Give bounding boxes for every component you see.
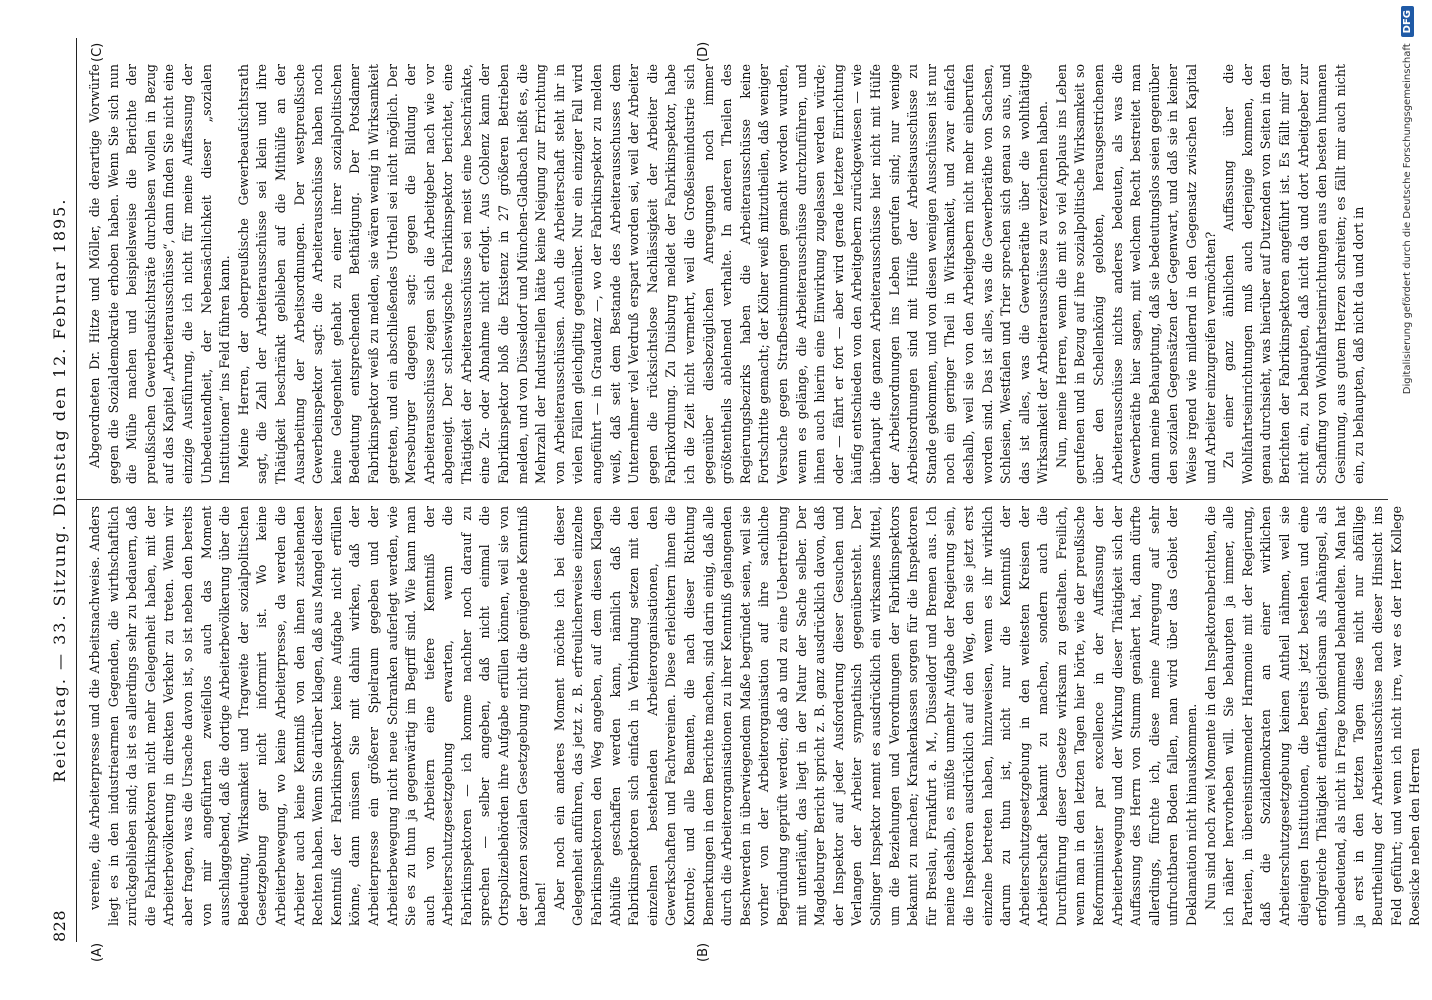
page-number: 828 (50, 909, 69, 942)
paragraph: Nun sind noch zwei Momente in den Inspektorenberichten, die ich näher hervorheben will. Sie behaupten ja immer, alle Parteien, in übereinstimmender Harmonie mit der Regierung, daß die Sozialdemokraten an einer wirklichen Arbeiterschutzgesetzgebung keinen Antheil nähmen, weil sie diejenigen Institutionen, die bereits jetzt bestehen und eine erfolgreiche Thätigkeit entfalten, gleichsam als Anhängsel, als unbedeutend, als nicht in Frage kommend behandelten. Man hat ja erst in den letzten Tagen diese nicht nur abfällige Beurtheilung der Arbeiterausschüsse nach dieser Hinsicht ins Feld geführt; und wenn ich nicht irre, war es der Herr Kollege Roesicke neben den Herren (1202, 506, 1423, 926)
right-column (86, 64, 1384, 484)
header-rule (76, 38, 77, 942)
margin-marker-d: (D) (696, 41, 711, 62)
paragraph: Nun, meine Herren, wenn die mit so viel Applaus ins Leben gerufenen und in Bezug auf ihre sozialpolitische Wirksamkeit so über den Schellenkönig gelobten, herausgestrichenen Arbeiterausschüsse nichts anderes bedeuten, als was die Gewerberäthe hier sagen, mit welchem Recht bestreitet man dann meine Behauptung, daß sie bedeutungslos seien gegenüber den sozialen Gegensätzen der Gegenwart, und daß sie in keiner Weise irgend wie mildernd in den Gegensatz zwischen Kapital und Arbeiter einzugreifen vermöchten? (1053, 64, 1218, 484)
margin-marker-a: (A) (90, 942, 105, 962)
dfg-logo: DFG (1401, 6, 1414, 37)
paragraph: Zu einer ganz ähnlichen Auffassung über die Wohlfahrtseinrichtungen muß auch derjenige kommen, der genau durchsieht, was hierüber auf Dutzenden von Seiten in den Berichten der Fabrikinspektoren angeführt ist. Es fällt mir gar nicht ein, zu behaupten, daß nicht da und dort Arbeitgeber zur Schaffung von Wohlfahrtseinrichtungen aus den besten humanen Gesinnung, aus gutem Herzen schreiten; es fällt mir auch nicht ein, zu behaupten, daß nicht da und dort in (1221, 64, 1367, 484)
running-title: Reichstag. — 33. Sitzung. Dienstag den 12. Februar 1895. (50, 197, 69, 783)
paragraph: Aber noch ein anderes Moment möchte ich bei dieser Gelegenheit anführen, das jetzt z. B. erfreulicherweise einzelne Fabrikinspektoren den Weg angeben, auf dem diesen Klagen Abhülfe geschaffen werden kann, nämlich daß die Fabrikinspektoren sich einfach in Verbindung setzen mit den einzelnen bestehenden Arbeiterorganisationen, den Gewerkschaften und Fachvereinen. Diese erleichtern ihnen die Kontrole; und alle Beamten, die nach dieser Richtung Bemerkungen in dem Berichte machen, sind darin einig, daß alle durch die Arbeiterorganisationen zu ihrer Kenntniß gelangenden Beschwerden in überwiegendem Maße begründet seien, weil sie vorher von der Arbeiterorganisation auf ihre sachliche Begründung geprüft werden; daß ab und zu eine Uebertreibung mit unterläuft, das liegt in der Natur der Sache selber. Der Magdeburger Bericht spricht z. B. ganz ausdrücklich davon, daß der Inspektor auf jeder Ausforderung dieser Gesuchen und Verlangen der Arbeiter sympathisch gegenübersteht. Der Solinger Inspektor nennt es ausdrücklich ein wirksames Mittel, um die Beziehungen und Verordnungen der Fabrikinspektors bekannt zu machen; Krankenkassen sorgen für die Inspektoren für Breslau, Frankfurt a. M., Düsseldorf und Bremen aus. Ich meine deshalb, es müßte unmehr Aufgabe der Regierung sein, die Inspektoren ausdrücklich auf den Weg, den sie jetzt erst einzelne betreten haben, hinzuweisen, wenn es ihr wirklich darum zu thun ist, nicht nur die Kenntniß der Arbeiterschutzgesetzgebung in den weitesten Kreisen der Arbeiterschaft bekannt zu machen, sondern auch die Durchführung dieser Gesetze wirksam zu gestalten. Freilich, wenn man in den letzten Tagen hier hörte, wie der preußische Reformminister par excellence in der Auffassung der Arbeiterbewegung und der Wirkung dieser Thätigkeit sich der Auffassung des Herrn von Stumm genähert hat, dann dürfte allerdings, fürchte ich, diese meine Anregung auf sehr unfruchtbaren Boden fallen, man wird über das Gebiet der Deklamation nicht hinauskommen. (551, 506, 1200, 926)
digitization-credit (1401, 6, 1414, 394)
margin-marker-b: (B) (696, 942, 711, 962)
page-header (50, 38, 72, 942)
paragraph: vereine, die Arbeiterpresse und die Arbeitsnachweise. Anders liegt es in den industriearmen Gegenden, die wirthschaftlich zurückgeblieben sind; da ist es allerdings sehr zu bedauern, daß die Fabrikinspektoren nicht mehr Gelegenheit haben, mit der Arbeiterbevölkerung in direkten Verkehr zu treten. Wenn wir aber fragen, was die Ursache davon ist, so ist neben den bereits von mir angeführten zweifellos auch das Moment ausschlaggebend, daß die dortige Arbeiterbevölkerung über die Bedeutung, Wirksamkeit und Tragweite der sozialpolitischen Gesetzgebung gar nicht informirt ist. Wo keine Arbeiterbewegung, wo keine Arbeiterpresse, da werden die Arbeiter auch keine Kenntniß von den ihnen zustehenden Rechten haben. Wenn Sie darüber klagen, daß aus Mangel dieser Kenntniß der Fabrikinspektor keine Aufgabe nicht erfüllen könne, dann müssen Sie mit dahin wirken, daß der Arbeiterpresse ein größerer Spielraum gegeben und der Arbeiterbewegung nicht neue Schranken auferlegt werden, wie Sie es zu thun ja gegenwärtig im Begriff sind. Wie kann man auch von Arbeitern eine tiefere Kenntniß der Arbeiterschutzgesetzgebung erwarten, wenn die Fabrikinspektoren — ich komme nachher noch darauf zu sprechen — selber angeben, daß nicht einmal die Ortspolizeibehörden ihre Aufgabe erfüllen können, weil sie von der ganzen sozialen Gesetzgebung nicht die genügende Kenntniß haben! (87, 506, 549, 926)
left-column (86, 506, 1423, 926)
column-divider (76, 499, 1388, 500)
paragraph: Meine Herren, der oberpreußische Gewerbeaufsichtsrath sagt, die Zahl der Arbeiterausschüsse sei klein und ihre Thätigkeit beschränkt geblieben auf die Mithülfe an der Ausarbeitung der Arbeitsordnungen. Der westpreußische Gewerbeinspektor sagt: die Arbeiterausschüsse haben noch keine Gelegenheit gehabt zu einer ihrer sozialpolitischen Bedeutung entsprechenden Bethätigung. Der Potsdamer Fabrikinspektor weiß zu melden, sie wären wenig in Wirksamkeit getreten, und ein abschließendes Urtheil sei nicht möglich. Der Merseburger dagegen sagt: gegen die Bildung der Arbeiterausschüsse zeigen sich die Arbeitgeber nach wie vor abgeneigt. Der schleswigsche Fabrikinspektor berichtet, eine Thätigkeit der Arbeiterausschüsse sei meist eine beschränkte, eine Zu- oder Abnahme nicht erfolgt. Aus Coblenz kann der Fabrikinspektor bloß die Existenz in 27 größeren Betrieben melden, und von Düsseldorf und München-Gladbach heißt es, die Mehrzahl der Industriellen hätte keine Neigung zur Errichtung von Arbeiterausschüssen. Auch die Arbeiterschaft steht ihr in vielen Fällen gleichgiltig gegenüber. Nur ein einziger Fall wird angeführt — in Graudenz —, wo der Fabrikinspektor zu melden weiß, daß seit dem Bestande des Arbeiterausschusses dem Unternehmer viel Verdruß erspart worden sei, weil der Arbeiter gegen die rücksichtslose Nachlässigkeit der Arbeiter die Fabrikordnung. Zu Duisburg meldet der Fabrikinspektor, habe ich die Zeit nicht vermehrt, weil die Großeisenindustrie sich gegenüber diesbezüglichen Anregungen noch immer größtentheils ablehnend verhalte. In anderen Theilen des Regierungsbezirks haben die Arbeiterausschüsse keine Fortschritte gemacht; der Kölner weiß mitzutheilen, daß weniger Versuche gegen Strafbestimmungen gemacht worden wurden, wenn es gelänge, die Arbeiterausschüsse durchzuführen, und ihnen auch hierin eine Einwirkung zugelassen werden würde; oder — fährt er fort — aber wird gerade letztere Einrichtung häufig entschieden von den Arbeitgebern zurückgewiesen — wie überhaupt die ganzen Arbeiterausschüsse hier nicht mit Hülfe der Arbeitsordnungen ins Leben gerufen sind; nur wenige Arbeitsordnungen sind mit Hülfe der Arbeitsausschüsse zu Stande gekommen, und von diesen wenigen Ausschüssen ist nur noch ein geringer Theil in Wirksamkeit, und zwar einfach deshalb, weil sie von den Arbeitgebern nicht mehr einberufen worden sind. Das ist alles, was die Gewerberäthe von Sachsen, Schlesien, Westfalen und Trier sprechen sich genau so aus, und das ist alles, was die Gewerberäthe über die wohlthätige Wirksamkeit der Arbeiterausschüsse zu verzeichnen haben. (235, 64, 1051, 484)
paragraph: Abgeordneten Dr. Hitze und Möller, die derartige Vorwürfe gegen die Sozialdemokratie erhoben haben. Wenn Sie sich nun die Mühe machen und beispielsweise die Berichte der preußischen Gewerbeaufsichtsräte durchlesen wollen in Bezug auf das Kapitel „Arbeiterausschüsse“, dann finden Sie nicht eine einzige Ausführung, die ich nicht für meine Auffassung der Unbedeutendheit, der Nebensächlichkeit dieser „sozialen Institutionen“ ins Feld führen kann. (87, 64, 233, 484)
margin-marker-c: (C) (90, 42, 105, 62)
credit-text: Digitalisierung gefördert durch die Deutsche Forschungsgemeinschaft (1402, 43, 1413, 395)
